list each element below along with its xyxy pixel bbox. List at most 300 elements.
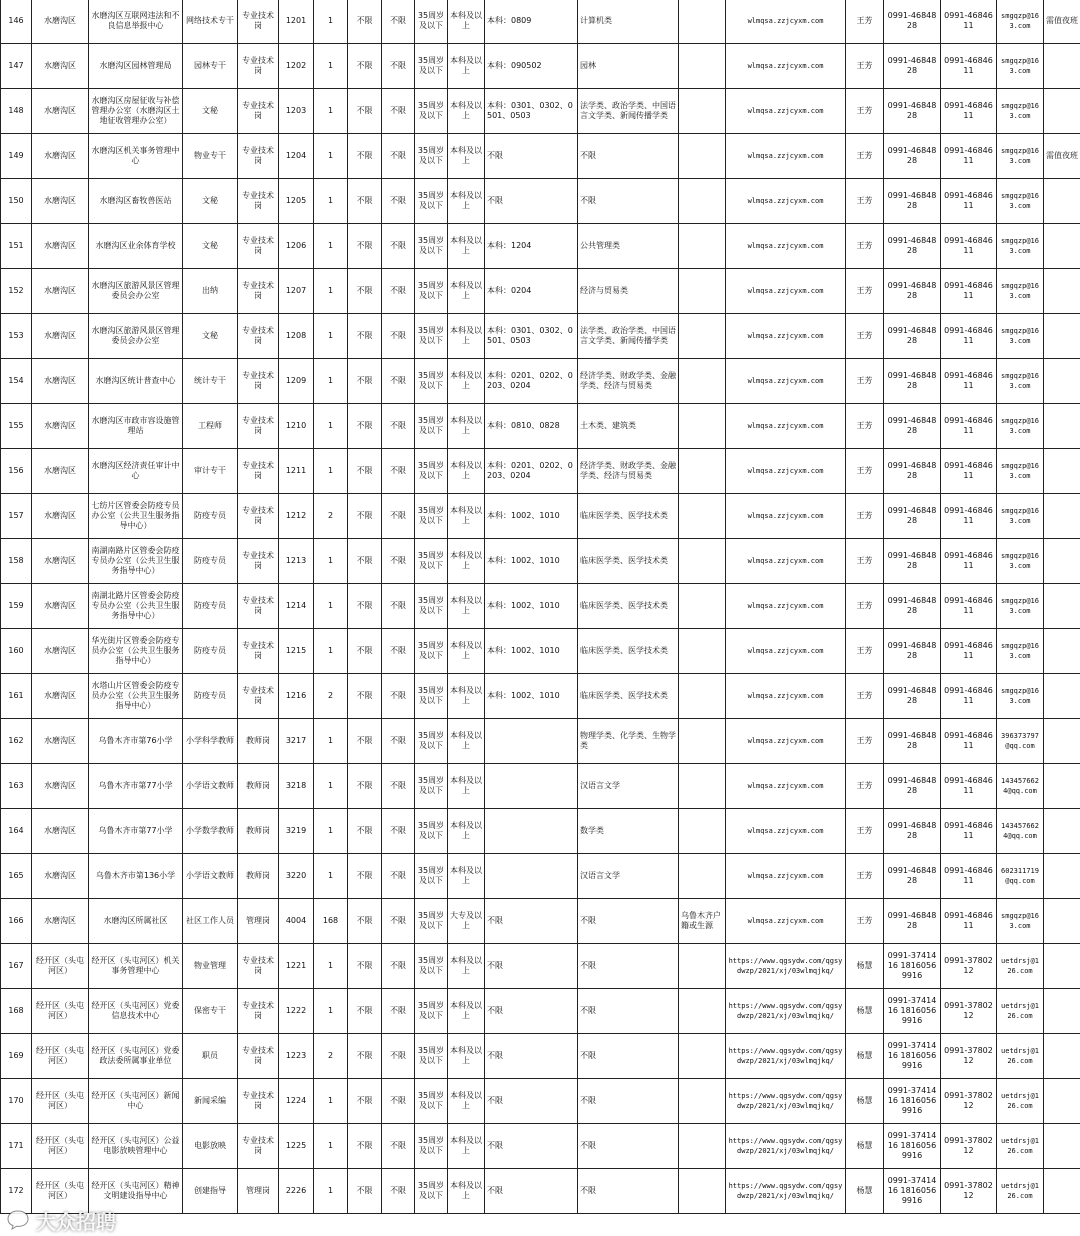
major-code-cell [485, 854, 578, 899]
other-requirement-cell [679, 764, 726, 809]
note-cell [1044, 944, 1080, 989]
contact-person-cell: 王芳 [846, 404, 884, 449]
fax-cell: 0991-4684611 [941, 674, 997, 719]
row-number: 152 [1, 269, 32, 314]
other-requirement-cell [679, 134, 726, 179]
email-cell: uetdrsj@126.com [997, 1169, 1044, 1214]
education-cell: 本科及以上 [448, 1124, 485, 1169]
row-number: 156 [1, 449, 32, 494]
contact-person-cell: 王芳 [846, 539, 884, 584]
contact-person-cell: 王芳 [846, 449, 884, 494]
email-cell: 1434576624@qq.com [997, 809, 1044, 854]
post-code-cell: 1204 [279, 134, 314, 179]
unit-cell: 水磨沟区市政市容设施管理站 [89, 404, 183, 449]
age-cell: 35周岁及以下 [415, 1034, 448, 1079]
post-cell: 小学科学教师 [183, 719, 238, 764]
county-cell: 水磨沟区 [32, 269, 89, 314]
fax-cell: 0991-4684611 [941, 764, 997, 809]
post-code-cell: 1222 [279, 989, 314, 1034]
row-number: 159 [1, 584, 32, 629]
table-row [1, 224, 1080, 269]
phone-cell: 0991-4684828 [884, 809, 941, 854]
website-cell: https://www.qgsydw.com/qgsydwzp/2021/xj/03wlmqjkq/ [726, 1034, 846, 1079]
note-cell [1044, 1034, 1080, 1079]
phone-cell: 0991-4684828 [884, 314, 941, 359]
website-cell: wlmqsa.zzjcyxm.com [726, 809, 846, 854]
unit-cell: 水磨沟区园林管理局 [89, 44, 183, 89]
note-cell [1044, 314, 1080, 359]
email-cell: smgqzp@163.com [997, 539, 1044, 584]
table-row [1, 1079, 1080, 1124]
post-cell: 网络技术专干 [183, 0, 238, 44]
table-row [1, 674, 1080, 719]
fax-cell: 0991-4684611 [941, 809, 997, 854]
post-type-cell: 教师岗 [238, 854, 279, 899]
email-cell: smgqzp@163.com [997, 359, 1044, 404]
major-code-cell: 本科：1002、1010 [485, 584, 578, 629]
table-row [1, 314, 1080, 359]
note-cell [1044, 269, 1080, 314]
unit-cell: 经开区（头屯河区）机关事务管理中心 [89, 944, 183, 989]
phone-cell: 0991-4684828 [884, 0, 941, 44]
note-cell [1044, 179, 1080, 224]
unit-cell: 南湖南路片区管委会防疫专员办公室（公共卫生服务指导中心） [89, 539, 183, 584]
post-code-cell: 1221 [279, 944, 314, 989]
major-cell: 法学类、政治学类、中国语言文学类、新闻传播学类 [578, 314, 679, 359]
limit-cell-1: 不限 [348, 359, 382, 404]
note-cell [1044, 404, 1080, 449]
unit-cell: 水磨沟区统计普查中心 [89, 359, 183, 404]
hire-count-cell: 2 [314, 674, 348, 719]
email-cell: smgqzp@163.com [997, 629, 1044, 674]
table-row [1, 404, 1080, 449]
phone-cell: 0991-4684828 [884, 539, 941, 584]
hire-count-cell: 1 [314, 404, 348, 449]
post-cell: 创建指导 [183, 1169, 238, 1214]
other-requirement-cell [679, 89, 726, 134]
other-requirement-cell [679, 944, 726, 989]
unit-cell: 经开区（头屯河区）新闻中心 [89, 1079, 183, 1124]
limit-cell-2: 不限 [382, 224, 415, 269]
unit-cell: 乌鲁木齐市第136小学 [89, 854, 183, 899]
unit-cell: 经开区（头屯河区）公益电影放映管理中心 [89, 1124, 183, 1169]
age-cell: 35周岁及以下 [415, 989, 448, 1034]
limit-cell-1: 不限 [348, 89, 382, 134]
phone-cell: 0991-3741416 18160569916 [884, 1034, 941, 1079]
post-code-cell: 1215 [279, 629, 314, 674]
phone-cell: 0991-4684828 [884, 449, 941, 494]
other-requirement-cell [679, 224, 726, 269]
post-cell: 物业管理 [183, 944, 238, 989]
education-cell: 本科及以上 [448, 719, 485, 764]
contact-person-cell: 王芳 [846, 269, 884, 314]
limit-cell-1: 不限 [348, 719, 382, 764]
county-cell: 水磨沟区 [32, 359, 89, 404]
other-requirement-cell [679, 989, 726, 1034]
unit-cell: 南湖北路片区管委会防疫专员办公室（公共卫生服务指导中心） [89, 584, 183, 629]
fax-cell: 0991-4684611 [941, 854, 997, 899]
limit-cell-1: 不限 [348, 269, 382, 314]
limit-cell-1: 不限 [348, 134, 382, 179]
phone-cell: 0991-4684828 [884, 134, 941, 179]
major-code-cell: 本科：0201、0202、0203、0204 [485, 449, 578, 494]
unit-cell: 水磨沟区旅游风景区管理委员会办公室 [89, 314, 183, 359]
note-cell [1044, 224, 1080, 269]
table-row [1, 584, 1080, 629]
limit-cell-2: 不限 [382, 179, 415, 224]
contact-person-cell: 杨慧 [846, 1079, 884, 1124]
post-code-cell: 1210 [279, 404, 314, 449]
table-row [1, 539, 1080, 584]
row-number: 170 [1, 1079, 32, 1124]
limit-cell-2: 不限 [382, 989, 415, 1034]
post-cell: 防疫专员 [183, 584, 238, 629]
phone-cell: 0991-4684828 [884, 179, 941, 224]
email-cell: smgqzp@163.com [997, 0, 1044, 44]
post-cell: 防疫专员 [183, 629, 238, 674]
post-cell: 新闻采编 [183, 1079, 238, 1124]
post-cell: 文秘 [183, 89, 238, 134]
note-cell [1044, 1079, 1080, 1124]
email-cell: smgqzp@163.com [997, 674, 1044, 719]
post-cell: 文秘 [183, 314, 238, 359]
hire-count-cell: 1 [314, 0, 348, 44]
post-code-cell: 1212 [279, 494, 314, 539]
post-type-cell: 专业技术岗 [238, 494, 279, 539]
other-requirement-cell [679, 449, 726, 494]
fax-cell: 0991-4684611 [941, 584, 997, 629]
website-cell: wlmqsa.zzjcyxm.com [726, 449, 846, 494]
table-row [1, 449, 1080, 494]
website-cell: wlmqsa.zzjcyxm.com [726, 89, 846, 134]
contact-person-cell: 王芳 [846, 584, 884, 629]
post-type-cell: 专业技术岗 [238, 179, 279, 224]
row-number: 164 [1, 809, 32, 854]
contact-person-cell: 王芳 [846, 494, 884, 539]
hire-count-cell: 1 [314, 179, 348, 224]
education-cell: 本科及以上 [448, 89, 485, 134]
limit-cell-2: 不限 [382, 539, 415, 584]
age-cell: 35周岁及以下 [415, 269, 448, 314]
table-row [1, 0, 1080, 44]
website-cell: wlmqsa.zzjcyxm.com [726, 314, 846, 359]
other-requirement-cell [679, 1034, 726, 1079]
limit-cell-1: 不限 [348, 539, 382, 584]
post-cell: 电影放映 [183, 1124, 238, 1169]
major-cell: 土木类、建筑类 [578, 404, 679, 449]
table-row [1, 944, 1080, 989]
limit-cell-2: 不限 [382, 809, 415, 854]
post-type-cell: 专业技术岗 [238, 359, 279, 404]
post-code-cell: 1202 [279, 44, 314, 89]
fax-cell: 0991-4684611 [941, 449, 997, 494]
row-number: 160 [1, 629, 32, 674]
email-cell: smgqzp@163.com [997, 224, 1044, 269]
email-cell: smgqzp@163.com [997, 44, 1044, 89]
hire-count-cell: 1 [314, 224, 348, 269]
website-cell: wlmqsa.zzjcyxm.com [726, 764, 846, 809]
hire-count-cell: 1 [314, 854, 348, 899]
education-cell: 本科及以上 [448, 1169, 485, 1214]
major-cell: 经济与贸易类 [578, 269, 679, 314]
limit-cell-2: 不限 [382, 764, 415, 809]
phone-cell: 0991-3741416 18160569916 [884, 1124, 941, 1169]
phone-cell: 0991-3741416 18160569916 [884, 1169, 941, 1214]
limit-cell-2: 不限 [382, 449, 415, 494]
fax-cell: 0991-4684611 [941, 359, 997, 404]
contact-person-cell: 王芳 [846, 899, 884, 944]
post-cell: 职员 [183, 1034, 238, 1079]
county-cell: 水磨沟区 [32, 539, 89, 584]
limit-cell-1: 不限 [348, 629, 382, 674]
limit-cell-1: 不限 [348, 179, 382, 224]
post-type-cell: 教师岗 [238, 764, 279, 809]
education-cell: 大专及以上 [448, 899, 485, 944]
education-cell: 本科及以上 [448, 584, 485, 629]
limit-cell-1: 不限 [348, 944, 382, 989]
unit-cell: 七纺片区管委会防疫专员办公室（公共卫生服务指导中心） [89, 494, 183, 539]
major-code-cell: 本科：0201、0202、0203、0204 [485, 359, 578, 404]
hire-count-cell: 1 [314, 1079, 348, 1124]
email-cell: smgqzp@163.com [997, 134, 1044, 179]
fax-cell: 0991-4684611 [941, 314, 997, 359]
limit-cell-1: 不限 [348, 44, 382, 89]
limit-cell-2: 不限 [382, 944, 415, 989]
limit-cell-2: 不限 [382, 584, 415, 629]
post-cell: 统计专干 [183, 359, 238, 404]
row-number: 150 [1, 179, 32, 224]
post-type-cell: 专业技术岗 [238, 584, 279, 629]
table-row [1, 764, 1080, 809]
contact-person-cell: 王芳 [846, 314, 884, 359]
major-code-cell: 不限 [485, 899, 578, 944]
county-cell: 水磨沟区 [32, 674, 89, 719]
contact-person-cell: 杨慧 [846, 1169, 884, 1214]
table-row [1, 179, 1080, 224]
county-cell: 水磨沟区 [32, 224, 89, 269]
email-cell: smgqzp@163.com [997, 404, 1044, 449]
unit-cell: 水磨沟区业余体育学校 [89, 224, 183, 269]
education-cell: 本科及以上 [448, 404, 485, 449]
limit-cell-1: 不限 [348, 584, 382, 629]
unit-cell: 水磨沟区旅游风景区管理委员会办公室 [89, 269, 183, 314]
hire-count-cell: 1 [314, 269, 348, 314]
note-cell [1044, 494, 1080, 539]
age-cell: 35周岁及以下 [415, 854, 448, 899]
website-cell: wlmqsa.zzjcyxm.com [726, 899, 846, 944]
limit-cell-1: 不限 [348, 449, 382, 494]
other-requirement-cell [679, 809, 726, 854]
note-cell [1044, 629, 1080, 674]
phone-cell: 0991-4684828 [884, 269, 941, 314]
row-number: 153 [1, 314, 32, 359]
unit-cell: 经开区（头屯河区）精神文明建设指导中心 [89, 1169, 183, 1214]
post-type-cell: 专业技术岗 [238, 944, 279, 989]
post-type-cell: 专业技术岗 [238, 134, 279, 179]
email-cell: smgqzp@163.com [997, 899, 1044, 944]
major-cell: 不限 [578, 134, 679, 179]
age-cell: 35周岁及以下 [415, 449, 448, 494]
row-number: 161 [1, 674, 32, 719]
county-cell: 水磨沟区 [32, 494, 89, 539]
limit-cell-2: 不限 [382, 269, 415, 314]
county-cell: 经开区（头屯河区） [32, 1079, 89, 1124]
post-type-cell: 管理岗 [238, 1169, 279, 1214]
post-type-cell: 专业技术岗 [238, 1079, 279, 1124]
other-requirement-cell [679, 44, 726, 89]
post-code-cell: 1205 [279, 179, 314, 224]
education-cell: 本科及以上 [448, 809, 485, 854]
other-requirement-cell [679, 1124, 726, 1169]
post-type-cell: 管理岗 [238, 899, 279, 944]
post-type-cell: 专业技术岗 [238, 1124, 279, 1169]
county-cell: 经开区（头屯河区） [32, 1034, 89, 1079]
website-cell: wlmqsa.zzjcyxm.com [726, 719, 846, 764]
age-cell: 35周岁及以下 [415, 899, 448, 944]
major-cell: 临床医学类、医学技术类 [578, 674, 679, 719]
age-cell: 35周岁及以下 [415, 764, 448, 809]
post-cell: 防疫专员 [183, 494, 238, 539]
fax-cell: 0991-4684611 [941, 494, 997, 539]
phone-cell: 0991-4684828 [884, 404, 941, 449]
note-cell: 需值夜班 [1044, 0, 1080, 44]
other-requirement-cell: 乌鲁木齐户籍或生源 [679, 899, 726, 944]
email-cell: smgqzp@163.com [997, 449, 1044, 494]
post-code-cell: 1223 [279, 1034, 314, 1079]
website-cell: wlmqsa.zzjcyxm.com [726, 674, 846, 719]
table-row [1, 809, 1080, 854]
hire-count-cell: 1 [314, 764, 348, 809]
other-requirement-cell [679, 674, 726, 719]
unit-cell: 水磨沟区经济责任审计中心 [89, 449, 183, 494]
hire-count-cell: 168 [314, 899, 348, 944]
major-code-cell: 本科：1002、1010 [485, 539, 578, 584]
education-cell: 本科及以上 [448, 269, 485, 314]
hire-count-cell: 1 [314, 989, 348, 1034]
contact-person-cell: 杨慧 [846, 944, 884, 989]
website-cell: https://www.qgsydw.com/qgsydwzp/2021/xj/03wlmqjkq/ [726, 944, 846, 989]
age-cell: 35周岁及以下 [415, 1124, 448, 1169]
website-cell: https://www.qgsydw.com/qgsydwzp/2021/xj/03wlmqjkq/ [726, 1079, 846, 1124]
post-type-cell: 教师岗 [238, 809, 279, 854]
post-cell: 物业专干 [183, 134, 238, 179]
website-cell: wlmqsa.zzjcyxm.com [726, 0, 846, 44]
county-cell: 经开区（头屯河区） [32, 944, 89, 989]
limit-cell-2: 不限 [382, 404, 415, 449]
hire-count-cell: 1 [314, 539, 348, 584]
contact-person-cell: 王芳 [846, 629, 884, 674]
table-row [1, 899, 1080, 944]
post-code-cell: 1201 [279, 0, 314, 44]
row-number: 168 [1, 989, 32, 1034]
hire-count-cell: 2 [314, 1034, 348, 1079]
age-cell: 35周岁及以下 [415, 224, 448, 269]
table-row [1, 134, 1080, 179]
phone-cell: 0991-4684828 [884, 44, 941, 89]
age-cell: 35周岁及以下 [415, 134, 448, 179]
limit-cell-1: 不限 [348, 989, 382, 1034]
email-cell: smgqzp@163.com [997, 269, 1044, 314]
post-type-cell: 专业技术岗 [238, 44, 279, 89]
email-cell: smgqzp@163.com [997, 314, 1044, 359]
age-cell: 35周岁及以下 [415, 89, 448, 134]
post-code-cell: 2226 [279, 1169, 314, 1214]
table-row [1, 44, 1080, 89]
major-code-cell: 不限 [485, 1124, 578, 1169]
email-cell: uetdrsj@126.com [997, 989, 1044, 1034]
post-cell: 园林专干 [183, 44, 238, 89]
note-cell [1044, 809, 1080, 854]
row-number: 154 [1, 359, 32, 404]
contact-person-cell: 王芳 [846, 89, 884, 134]
age-cell: 35周岁及以下 [415, 539, 448, 584]
note-cell [1044, 44, 1080, 89]
limit-cell-1: 不限 [348, 224, 382, 269]
major-code-cell: 本科：0301、0302、0501、0503 [485, 314, 578, 359]
education-cell: 本科及以上 [448, 314, 485, 359]
table-row [1, 89, 1080, 134]
row-number: 151 [1, 224, 32, 269]
limit-cell-2: 不限 [382, 314, 415, 359]
education-cell: 本科及以上 [448, 449, 485, 494]
row-number: 165 [1, 854, 32, 899]
unit-cell: 经开区（头屯河区）党委信息技术中心 [89, 989, 183, 1034]
website-cell: wlmqsa.zzjcyxm.com [726, 494, 846, 539]
limit-cell-2: 不限 [382, 0, 415, 44]
post-code-cell: 1216 [279, 674, 314, 719]
email-cell: uetdrsj@126.com [997, 1079, 1044, 1124]
county-cell: 水磨沟区 [32, 404, 89, 449]
contact-person-cell: 王芳 [846, 674, 884, 719]
limit-cell-1: 不限 [348, 0, 382, 44]
unit-cell: 华光街片区管委会防疫专员办公室（公共卫生服务指导中心） [89, 629, 183, 674]
major-cell: 汉语言文学 [578, 764, 679, 809]
post-type-cell: 专业技术岗 [238, 224, 279, 269]
hire-count-cell: 1 [314, 629, 348, 674]
hire-count-cell: 1 [314, 1169, 348, 1214]
major-code-cell: 不限 [485, 134, 578, 179]
contact-person-cell: 杨慧 [846, 1124, 884, 1169]
major-code-cell: 不限 [485, 1079, 578, 1124]
hire-count-cell: 1 [314, 449, 348, 494]
contact-person-cell: 王芳 [846, 854, 884, 899]
major-code-cell: 本科：1204 [485, 224, 578, 269]
limit-cell-2: 不限 [382, 89, 415, 134]
age-cell: 35周岁及以下 [415, 359, 448, 404]
contact-person-cell: 王芳 [846, 134, 884, 179]
hire-count-cell: 1 [314, 584, 348, 629]
note-cell [1044, 989, 1080, 1034]
website-cell: wlmqsa.zzjcyxm.com [726, 629, 846, 674]
other-requirement-cell [679, 1169, 726, 1214]
row-number: 162 [1, 719, 32, 764]
unit-cell: 水磨沟区畜牧兽医站 [89, 179, 183, 224]
other-requirement-cell [679, 719, 726, 764]
table-row [1, 854, 1080, 899]
unit-cell: 乌鲁木齐市第76小学 [89, 719, 183, 764]
fax-cell: 0991-4684611 [941, 269, 997, 314]
post-cell: 文秘 [183, 224, 238, 269]
table-row [1, 359, 1080, 404]
phone-cell: 0991-3741416 18160569916 [884, 944, 941, 989]
limit-cell-2: 不限 [382, 494, 415, 539]
limit-cell-1: 不限 [348, 809, 382, 854]
contact-person-cell: 王芳 [846, 719, 884, 764]
row-number: 157 [1, 494, 32, 539]
fax-cell: 0991-3780212 [941, 1124, 997, 1169]
post-code-cell: 1208 [279, 314, 314, 359]
fax-cell: 0991-4684611 [941, 89, 997, 134]
